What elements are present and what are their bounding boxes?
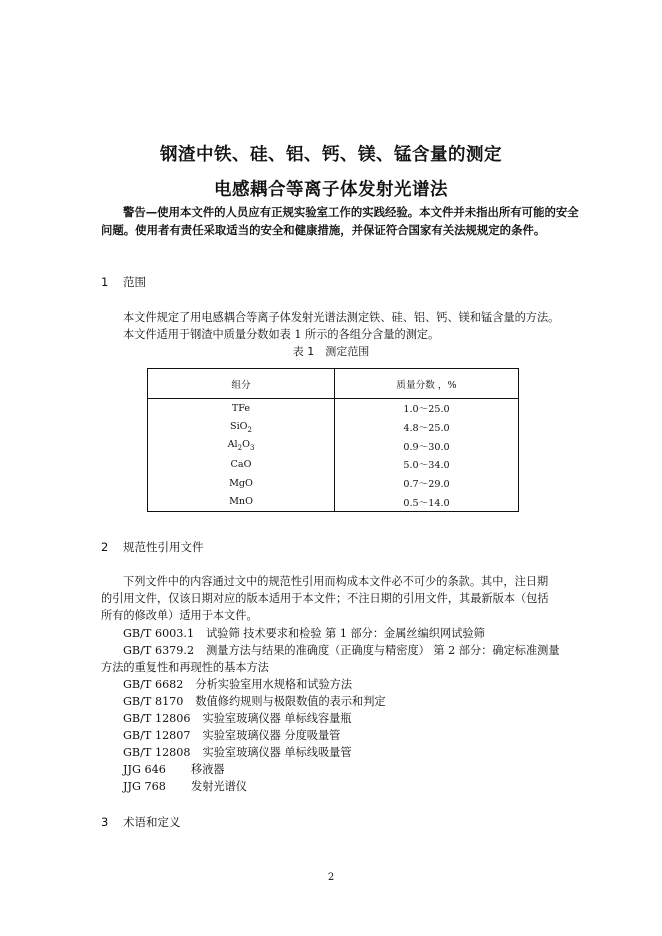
section-number: 3 <box>101 815 109 829</box>
section-number: 2 <box>101 540 109 554</box>
section-title: 术语和定义 <box>123 815 181 829</box>
normative-intro-line-1: 下列文件中的内容通过文中的规范性引用而构成本文件必不可少的条款。其中，注日期 <box>123 575 549 588</box>
component-cell: TFe <box>148 399 335 418</box>
section-number: 1 <box>101 275 109 289</box>
component-cell: $Al_2O_3$ <box>148 436 335 455</box>
document-subtitle: 电感耦合等离子体发射光谱法 <box>214 180 448 200</box>
page-number: 2 <box>327 872 335 883</box>
column-header-component: 组分 <box>148 369 335 399</box>
table-caption: 表 1 测定范围 <box>292 345 370 358</box>
reference-item: GB/T 8170 数值修约规则与极限数值的表示和判定 <box>123 695 386 708</box>
document-title: 钢渣中铁、硅、铝、钙、镁、锰含量的测定 <box>160 145 502 165</box>
column-header-mass-fraction: 质量分数 ，% <box>335 369 519 399</box>
section-title: 规范性引用文件 <box>123 540 204 554</box>
component-cell: SiO$_2$ <box>148 418 335 437</box>
section-3-heading <box>101 814 181 830</box>
table-row <box>148 474 519 493</box>
component-cell: MnO <box>148 492 335 511</box>
warning-paragraph: 警告—使用本文件的人员应有正规实验室工作的实践经验。本文件并未指出所有可能的安全问题。使用者有责任采取适当的安全和健康措施，并保证符合国家有关法规规定的条件。 <box>101 205 579 237</box>
reference-continuation: 方法的重复性和再现性的基本方法 <box>101 661 269 674</box>
section-title: 范围 <box>123 275 146 289</box>
table-row <box>148 436 519 455</box>
section-1-heading <box>101 274 146 290</box>
reference-item: GB/T 12807 实验室玻璃仪器 分度吸量管 <box>123 729 341 742</box>
reference-item: GB/T 12808 实验室玻璃仪器 单标线吸量管 <box>123 746 352 759</box>
table-header-row <box>148 369 519 399</box>
normative-intro-line-3: 所有的修改单）适用于本文件。 <box>101 609 258 622</box>
component-cell: CaO <box>148 455 335 474</box>
normative-intro-line-2: 的引用文件，仅该日期对应的版本适用于本文件；不注日期的引用文件，其最新版本（包括 <box>101 592 549 605</box>
table-row <box>148 492 519 511</box>
range-cell: 0.9～30.0 <box>403 441 450 453</box>
reference-item: GB/T 6003.1 试验筛 技术要求和检验 第 1 部分：金属丝编织网试验筛 <box>123 627 485 640</box>
reference-item: GB/T 12806 实验室玻璃仪器 单标线容量瓶 <box>123 712 352 725</box>
range-cell: 5.0～34.0 <box>403 460 450 472</box>
range-cell: 0.7～29.0 <box>403 479 450 491</box>
table-row <box>148 418 519 437</box>
range-cell: 4.8～25.0 <box>403 423 450 435</box>
table-row <box>148 399 519 418</box>
section-2-heading <box>101 539 204 555</box>
reference-item: JJG 646 移液器 <box>123 763 225 776</box>
reference-item: GB/T 6682 分析实验室用水规格和试验方法 <box>123 678 353 691</box>
scope-line-2: 本文件适用于钢渣中质量分数如表 1 所示的各组分含量的测定。 <box>123 328 440 341</box>
scope-line-1: 本文件规定了用电感耦合等离子体发射光谱法测定铁、硅、铝、钙、镁和锰含量的方法。 <box>123 311 560 324</box>
component-cell: MgO <box>148 474 335 493</box>
range-cell: 0.5～14.0 <box>403 497 450 509</box>
table-row <box>148 455 519 474</box>
range-cell: 1.0～25.0 <box>403 404 450 416</box>
measurement-range-table <box>147 368 519 512</box>
reference-item: GB/T 6379.2 测量方法与结果的准确度（正确度与精密度） 第 2 部分：确定标准测量 <box>123 644 560 657</box>
reference-item: JJG 768 发射光谱仪 <box>123 780 247 793</box>
